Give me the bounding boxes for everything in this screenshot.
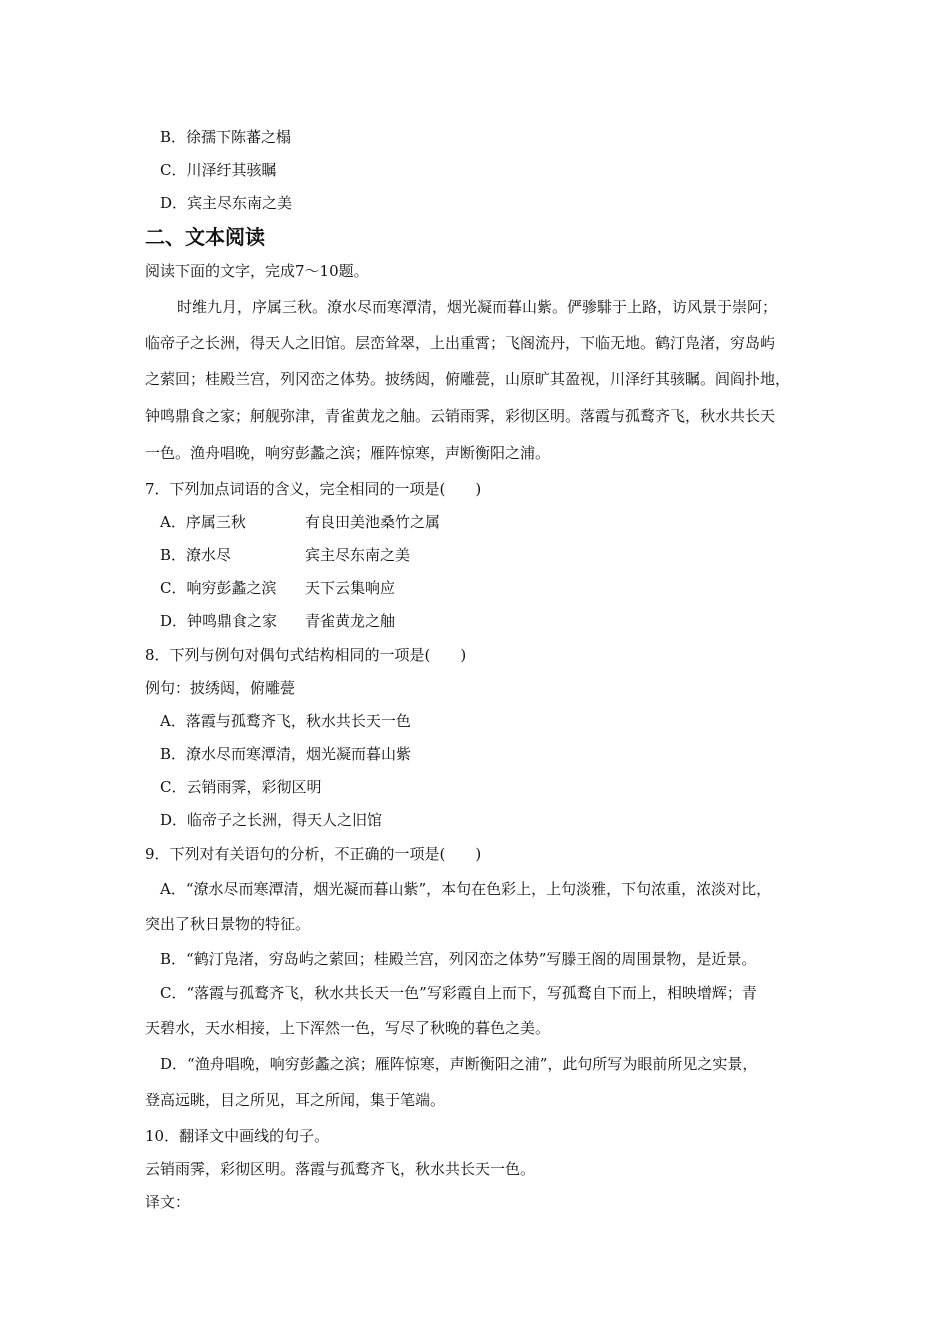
passage-line-2: 临帝子之长洲，得天人之旧馆。层峦耸翠，上出重霄；飞阁流丹，下临无地。鹤汀凫渚，穷岛屿 (145, 334, 776, 352)
q8-option-d: D．临帝子之长洲，得天人之旧馆 (160, 811, 383, 829)
q9-option-a-line-2: 突出了秋日景物的特征。 (145, 915, 311, 933)
passage-line-4: 钟鸣鼎食之家；舸舰弥津，青雀黄龙之舳。云销雨霁，彩彻区明。落霞与孤鹜齐飞，秋水共长天 (145, 407, 776, 425)
q9-option-d-line-1: D．“渔舟唱晚，响穷彭蠡之滨；雁阵惊寒，声断衡阳之浦”，此句所写为眼前所见之实景， (160, 1055, 758, 1073)
q7-option-d-left: D．钟鸣鼎食之家 (160, 612, 278, 630)
prev-option-d: D．宾主尽东南之美 (160, 194, 293, 212)
instruction-text: 阅读下面的文字，完成7～10题。 (145, 262, 369, 280)
q9-stem: 9．下列对有关语句的分析，不正确的一项是( ) (145, 845, 482, 863)
q7-option-d-right: 青雀黄龙之舳 (305, 612, 396, 630)
passage-line-3: 之萦回；桂殿兰宫，列冈峦之体势。披绣闼，俯雕甍，山原旷其盈视，川泽纡其骇瞩。闾阎扑地， (145, 370, 791, 388)
q10-stem: 10．翻译文中画线的句子。 (145, 1127, 330, 1145)
q10-answer-label: 译文： (145, 1193, 191, 1211)
q9-option-a-line-1: A．“潦水尽而寒潭清，烟光凝而暮山紫”，本句在色彩上，上句淡雅，下句浓重，浓淡对比， (160, 880, 772, 898)
passage-line-5: 一色。渔舟唱晚，响穷彭蠡之滨；雁阵惊寒，声断衡阳之浦。 (145, 444, 551, 462)
q8-option-c: C．云销雨霁，彩彻区明 (160, 778, 322, 796)
q9-option-c-line-1: C．“落霞与孤鹜齐飞，秋水共长天一色”写彩霞自上而下，写孤鹜自下而上，相映增辉；青 (160, 984, 757, 1002)
q7-option-b-left: B．潦水尽 (160, 546, 232, 564)
q9-option-c-line-2: 天碧水，天水相接，上下浑然一色，写尽了秋晚的暮色之美。 (145, 1019, 551, 1037)
q7-stem: 7．下列加点词语的含义，完全相同的一项是( ) (145, 480, 482, 498)
q8-example: 例句：披绣闼，俯雕甍 (145, 679, 296, 697)
q8-option-b: B．潦水尽而寒潭清，烟光凝而暮山紫 (160, 745, 412, 763)
q8-stem: 8．下列与例句对偶句式结构相同的一项是( ) (145, 646, 467, 664)
q7-option-c-right: 天下云集响应 (305, 579, 396, 597)
q10-sentence: 云销雨霁，彩彻区明。落霞与孤鹜齐飞，秋水共长天一色。 (145, 1160, 536, 1178)
q9-option-b: B．“鹤汀凫渚，穷岛屿之萦回；桂殿兰宫，列冈峦之体势”写滕王阁的周围景物，是近景。 (160, 950, 757, 968)
q8-option-a: A．落霞与孤鹜齐飞，秋水共长天一色 (160, 712, 411, 730)
prev-option-c: C．川泽纡其骇瞩 (160, 161, 277, 179)
prev-option-b: B．徐孺下陈蕃之榻 (160, 128, 292, 146)
q7-option-c-left: C．响穷彭蠡之滨 (160, 579, 277, 597)
q7-option-b-right: 宾主尽东南之美 (305, 546, 411, 564)
passage-line-1: 时维九月，序属三秋。潦水尽而寒潭清，烟光凝而暮山紫。俨骖騑于上路，访风景于崇阿； (177, 298, 778, 316)
q9-option-d-line-2: 登高远眺，目之所见，耳之所闻，集于笔端。 (145, 1091, 446, 1109)
section-title: 二、文本阅读 (145, 225, 265, 249)
q7-option-a-left: A．序属三秋 (160, 513, 246, 531)
q7-option-a-right: 有良田美池桑竹之属 (305, 513, 441, 531)
